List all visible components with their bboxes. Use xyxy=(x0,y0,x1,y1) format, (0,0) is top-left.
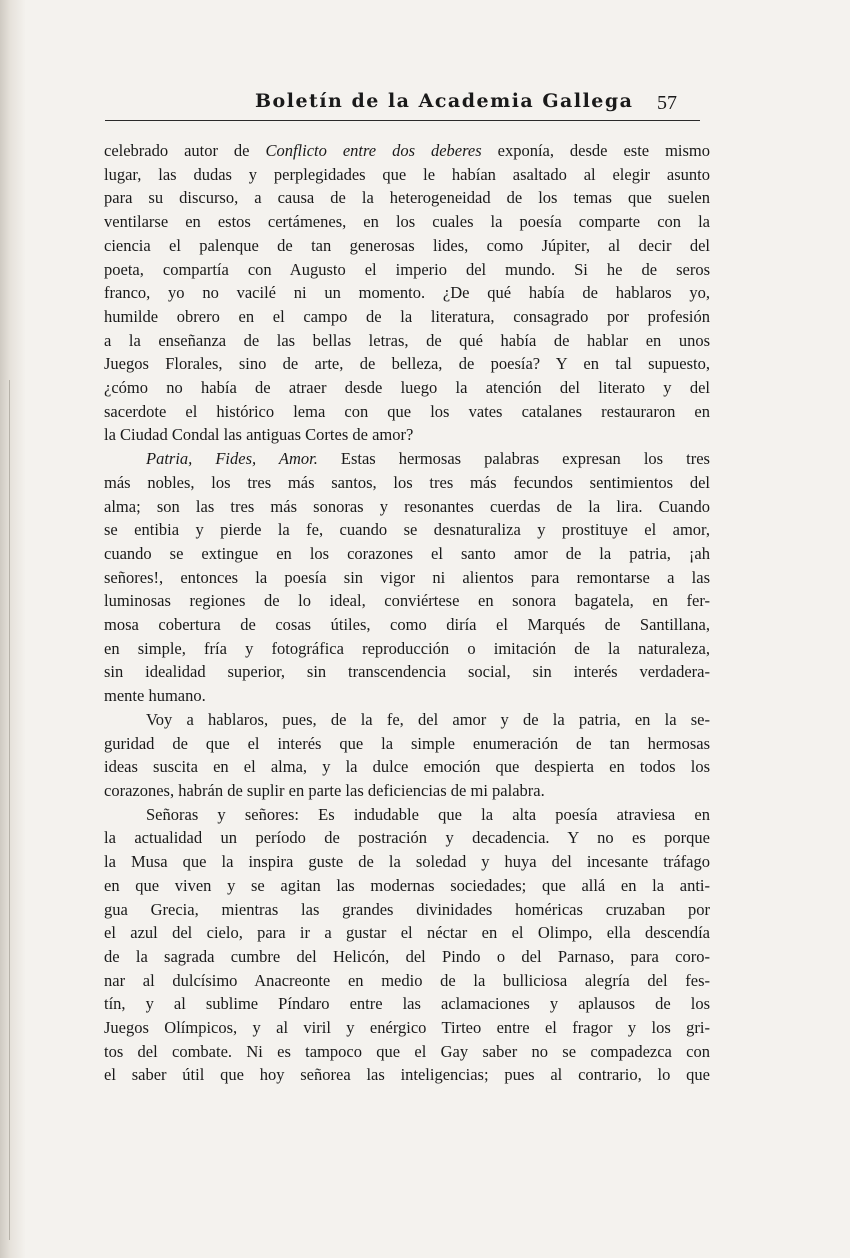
text-line: en simple, fría y fotográfica reproducción o imitación de la naturaleza, xyxy=(104,638,710,658)
text-line: corazones, habrán de suplir en parte las deficiencias de mi palabra. xyxy=(104,780,545,800)
text-line: a la enseñanza de las bellas letras, de qué había de hablar en unos xyxy=(104,330,710,350)
text-line: mosa cobertura de cosas útiles, como diría el Marqués de Santillana, xyxy=(104,615,710,635)
text-line: la Ciudad Condal las antiguas Cortes de amor? xyxy=(104,425,414,445)
text-line: más nobles, los tres más santos, los tres más fecundos sentimientos del xyxy=(104,472,710,492)
text-line: ideas suscita en el alma, y la dulce emoción que despierta en todos los xyxy=(104,757,710,777)
text-line: nar al dulcísimo Anacreonte en medio de la bulliciosa alegría del fes- xyxy=(104,970,710,990)
text-line: celebrado autor de Conflicto entre dos deberes exponía, desde este mismo xyxy=(104,141,710,160)
text-line: alma; son las tres más sonoras y resonantes cuerdas de la lira. Cuando xyxy=(104,496,710,516)
text-line: señores!, entonces la poesía sin vigor ni alientos para remontarse a las xyxy=(104,567,710,587)
body-text xyxy=(104,139,710,1087)
text-line: Patria, Fides, Amor. Estas hermosas palabras expresan los tres xyxy=(146,449,710,469)
text-line: el azul del cielo, para ir a gustar el néctar en el Olimpo, ella descendía xyxy=(104,923,710,943)
text-line: para su discurso, a causa de la heterogeneidad de los temas que suelen xyxy=(104,188,710,208)
text-line: ¿cómo no había de atraer desde luego la atención del literato y del xyxy=(104,378,710,398)
text-line: poeta, compartía con Augusto el imperio del mundo. Si he de seros xyxy=(104,259,710,279)
text-line: tín, y al sublime Píndaro entre las aclamaciones y aplausos de los xyxy=(104,994,710,1014)
text-line: Voy a hablaros, pues, de la fe, del amor y de la patria, en la se- xyxy=(146,709,710,729)
text-line: Juegos Florales, sino de arte, de belleza, de poesía? Y en tal supuesto, xyxy=(104,354,710,374)
page-header xyxy=(105,90,715,120)
text-line: se entibia y pierde la fe, cuando se desnaturaliza y prostituye el amor, xyxy=(104,520,710,540)
text-line: tos del combate. Ni es tampoco que el Gay saber no se compadezca con xyxy=(104,1041,710,1061)
text-line: sacerdote el histórico lema con que los vates catalanes restauraron en xyxy=(104,401,710,421)
text-line: franco, yo no vacilé ni un momento. ¿De qué había de hablaros yo, xyxy=(104,283,710,303)
header-rule xyxy=(105,120,700,121)
text-line: cuando se extingue en los corazones el santo amor de la patria, ¡ah xyxy=(104,543,710,563)
text-line: la actualidad un período de postración y decadencia. Y no es porque xyxy=(104,828,710,848)
italic-phrase: Conflicto entre dos deberes xyxy=(265,141,482,160)
text-line: de la sagrada cumbre del Helicón, del Pindo o del Parnaso, para coro- xyxy=(104,946,710,966)
text-line: ventilarse en estos certámenes, en los cuales la poesía comparte con la xyxy=(104,212,710,232)
text-line: Juegos Olímpicos, y al viril y enérgico Tirteo entre el fragor y los gri- xyxy=(104,1018,710,1038)
text-line: mente humano. xyxy=(104,686,206,706)
page-edge-shadow xyxy=(0,0,26,1258)
text-line: la Musa que la inspira guste de la soledad y huya del incesante tráfago xyxy=(104,852,710,872)
text-line: sin idealidad superior, sin transcendencia social, sin interés verdadera- xyxy=(104,662,710,682)
text-line: humilde obrero en el campo de la literatura, consagrado por profesión xyxy=(104,306,710,326)
page-number: 57 xyxy=(657,92,677,114)
binding-line xyxy=(9,380,10,1240)
text-line: gua Grecia, mientras las grandes divinidades homéricas cruzaban por xyxy=(104,899,710,919)
running-title: Boletín de la Academia Gallega xyxy=(255,90,634,112)
text-line: ciencia el palenque de tan generosas lides, como Júpiter, al decir del xyxy=(104,235,710,255)
text-line: Señoras y señores: Es indudable que la alta poesía atraviesa en xyxy=(146,804,710,824)
text-line: luminosas regiones de lo ideal, conviértese en sonora bagatela, en fer- xyxy=(104,591,710,611)
text-line: el saber útil que hoy señorea las inteligencias; pues al contrario, lo que xyxy=(104,1065,710,1085)
text-line: lugar, las dudas y perplegidades que le habían asaltado al elegir asunto xyxy=(104,164,710,184)
text-line: guridad de que el interés que la simple enumeración de tan hermosas xyxy=(104,733,710,753)
italic-phrase: Patria, Fides, Amor. xyxy=(146,449,318,469)
text-line: en que viven y se agitan las modernas sociedades; que allá en la anti- xyxy=(104,875,710,895)
